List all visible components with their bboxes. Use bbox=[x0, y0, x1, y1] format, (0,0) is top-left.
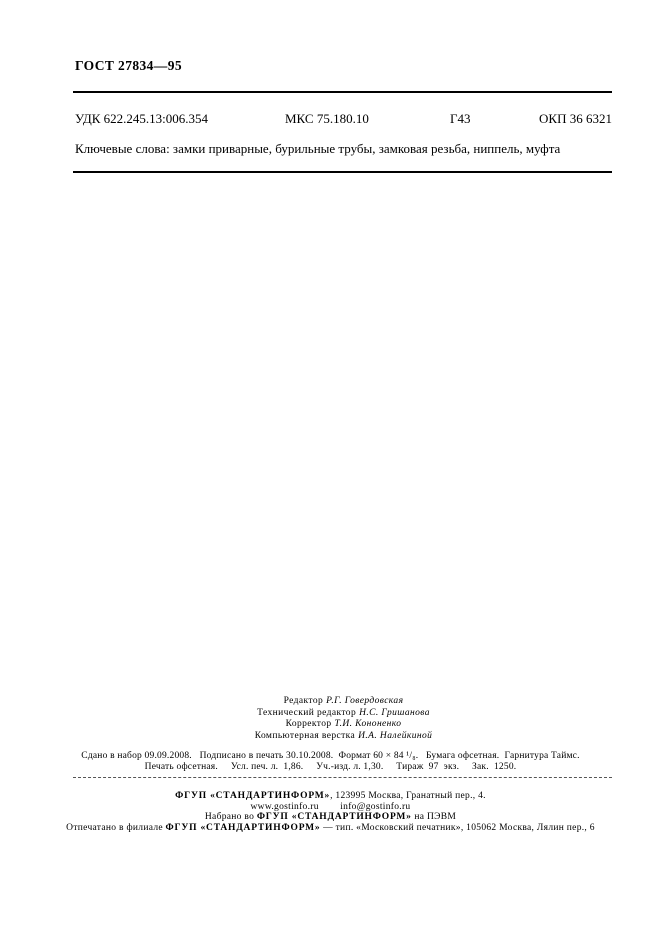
contacts-gap bbox=[319, 802, 340, 812]
dashed-divider bbox=[73, 777, 612, 778]
credit-role: Технический редактор bbox=[257, 707, 357, 718]
imprint-line-2: Печать офсетная. Усл. печ. л. 1,86. Уч.-изд. л. 1,30. Тираж 97 экз. Зак. 1250. bbox=[144, 762, 517, 773]
classifier-code: Г43 bbox=[450, 111, 471, 126]
printed-line bbox=[40, 823, 621, 834]
credit-role: Корректор bbox=[285, 719, 332, 730]
credit-editor bbox=[75, 696, 612, 708]
printed-prefix: Отпечатано в филиале bbox=[66, 822, 166, 833]
typeset-suffix: на ПЭВМ bbox=[411, 812, 457, 823]
publisher-org-name: ФГУП «СТАНДАРТИНФОРМ» bbox=[256, 812, 412, 823]
credit-name: И.А. Налейкиной bbox=[358, 730, 433, 741]
publisher-address-line bbox=[40, 791, 621, 802]
header-rule bbox=[73, 91, 612, 93]
classification-codes-row bbox=[75, 111, 612, 127]
publisher-email: info@gostinfo.ru bbox=[340, 801, 411, 812]
publisher-org-name: ФГУП «СТАНДАРТИНФОРМ» bbox=[165, 822, 321, 833]
publisher-block bbox=[40, 791, 621, 833]
imprint-line-1: Сдано в набор 09.09.2008. Подписано в печать 30.10.2008. Формат 60 × 84 ¹/₈. Бумага офсетная. Гарнитура Таймс. bbox=[81, 751, 580, 761]
okp-code: ОКП 36 6321 bbox=[539, 111, 612, 126]
imprint-block bbox=[50, 751, 611, 773]
credits-block bbox=[75, 696, 612, 742]
document-code: ГОСТ 27834—95 bbox=[75, 58, 182, 73]
typeset-line bbox=[40, 812, 621, 823]
credit-name: Т.И. Кононенко bbox=[334, 719, 402, 730]
publisher-website: www.gostinfo.ru bbox=[250, 801, 319, 812]
credit-role: Редактор bbox=[283, 696, 324, 706]
mks-code: МКС 75.180.10 bbox=[285, 111, 369, 126]
keywords-rule bbox=[73, 171, 612, 173]
publisher-org-name: ФГУП «СТАНДАРТИНФОРМ» bbox=[175, 791, 331, 801]
publisher-address: , 123995 Москва, Гранатный пер., 4. bbox=[330, 791, 486, 801]
credit-name: Н.С. Гришанова bbox=[359, 707, 430, 718]
credit-role: Компьютерная верстка bbox=[254, 730, 356, 741]
publisher-contacts-line bbox=[40, 802, 621, 813]
credit-proofreader bbox=[75, 719, 612, 731]
credit-layout bbox=[75, 731, 612, 743]
credit-name: Р.Г. Говердовская bbox=[326, 696, 404, 706]
typeset-prefix: Набрано во bbox=[204, 812, 257, 823]
keywords-line: Ключевые слова: замки приварные, бурильные трубы, замковая резьба, ниппель, муфта bbox=[75, 141, 561, 156]
printed-suffix: — тип. «Московский печатник», 105062 Москва, Лялин пер., 6 bbox=[320, 822, 595, 833]
udk-code: УДК 622.245.13:006.354 bbox=[75, 111, 209, 126]
credit-technical-editor bbox=[75, 708, 612, 720]
